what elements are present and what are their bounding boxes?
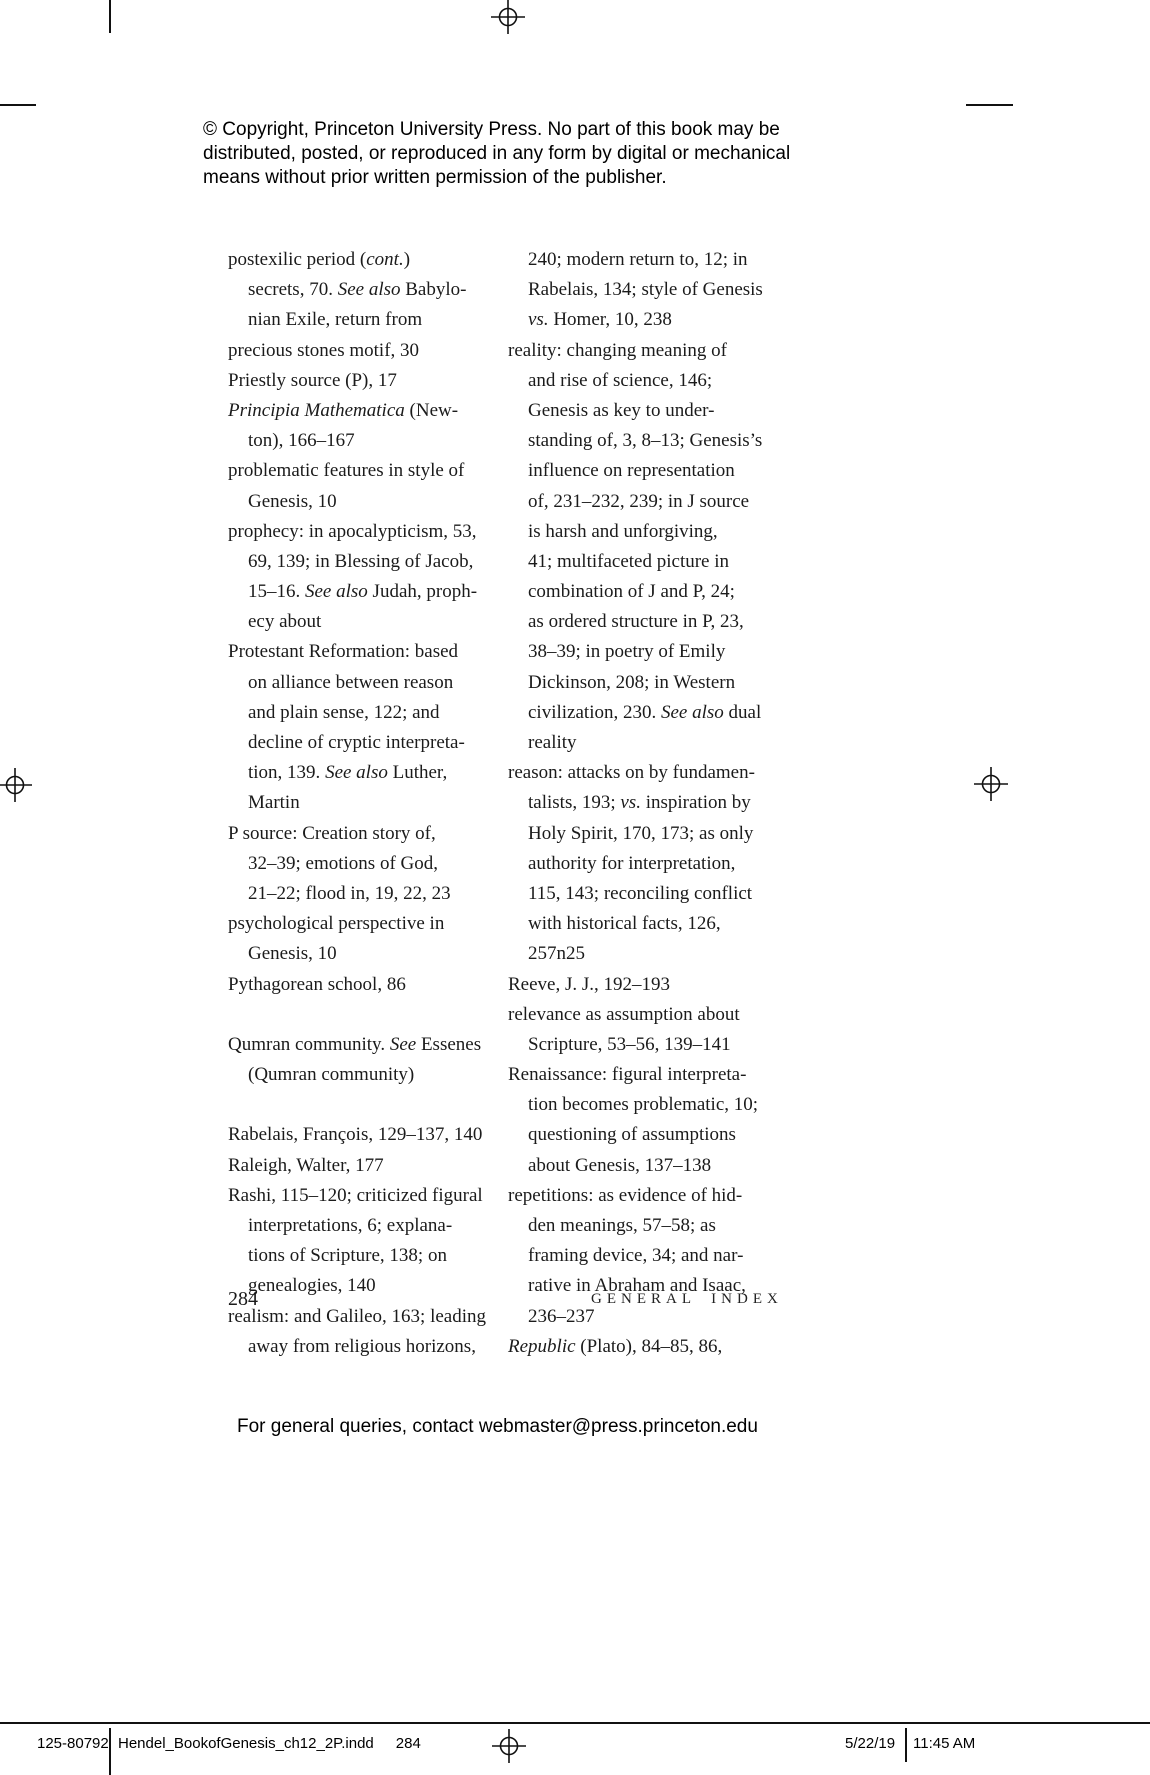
crop-mark-bottom-left <box>109 1728 111 1775</box>
index-line: talists, 193; vs. inspiration by <box>528 792 751 814</box>
crop-mark-right <box>966 104 1013 106</box>
index-line: vs. Homer, 10, 238 <box>528 309 672 331</box>
index-line: Genesis as key to under- <box>528 399 715 421</box>
index-line: Qumran community. See Essenes <box>228 1033 482 1055</box>
index-line: combination of J and P, 24; <box>528 581 735 603</box>
copyright-line: means without prior written permission of the publisher. <box>203 167 667 188</box>
index-line: Rashi, 115–120; criticized figural <box>228 1184 483 1206</box>
index-line: den meanings, 57–58; as <box>528 1215 716 1236</box>
index-line: 32–39; emotions of God, <box>248 852 438 874</box>
index-line: Scripture, 53–56, 139–141 <box>528 1033 731 1055</box>
index-line: reason: attacks on by fundamen- <box>508 762 755 784</box>
index-line: rative in Abraham and Isaac, <box>528 1275 746 1297</box>
index-line: reality <box>528 732 577 753</box>
slug-time: 11:45 AM <box>913 1735 976 1752</box>
index-line: 240; modern return to, 12; in <box>528 249 748 270</box>
index-line: postexilic period (cont.) <box>228 249 411 270</box>
index-line: Renaissance: figural interpreta- <box>508 1064 747 1086</box>
index-line: problematic features in style of <box>228 460 465 482</box>
copyright-line: distributed, posted, or reproduced in any form by digital or mechanical <box>203 143 791 164</box>
index-line: interpretations, 6; explana- <box>248 1215 453 1236</box>
index-line: is harsh and unforgiving, <box>528 520 718 542</box>
index-line: prophecy: in apocalypticism, 53, <box>228 520 477 542</box>
index-line: ecy about <box>248 611 322 633</box>
index-line: 21–22; flood in, 19, 22, 23 <box>248 882 451 904</box>
index-line: Reeve, J. J., 192–193 <box>508 973 671 995</box>
index-column-right <box>508 245 803 1362</box>
index-line: 41; multifaceted picture in <box>528 550 730 572</box>
index-line: Martin <box>248 792 300 814</box>
index-line: nian Exile, return from <box>248 309 423 331</box>
index-line: realism: and Galileo, 163; leading <box>228 1305 487 1327</box>
index-line: Pythagorean school, 86 <box>228 973 406 995</box>
copyright-notice <box>203 118 843 190</box>
index-line: questioning of assumptions <box>528 1124 736 1146</box>
index-line: as ordered structure in P, 23, <box>528 611 744 633</box>
index-line: Genesis, 10 <box>248 943 337 965</box>
index-line: Genesis, 10 <box>248 490 337 512</box>
registration-mark-bottom-icon <box>492 1729 526 1763</box>
index-line: secrets, 70. See also Babylo- <box>248 279 467 301</box>
page-number: 284 <box>228 1288 258 1310</box>
index-line: framing device, 34; and nar- <box>528 1245 744 1267</box>
index-line: 257n25 <box>528 943 585 965</box>
index-line: away from religious horizons, <box>248 1335 476 1357</box>
index-line: Dickinson, 208; in Western <box>528 671 736 693</box>
registration-mark-left-icon <box>0 768 32 802</box>
crop-mark-left <box>0 104 36 106</box>
index-line: Principia Mathematica (New- <box>228 399 459 421</box>
index-line: ton), 166–167 <box>248 430 355 452</box>
index-line: tion, 139. See also Luther, <box>248 762 448 784</box>
slug-date: 5/22/19 <box>845 1735 896 1752</box>
index-line: repetitions: as evidence of hid- <box>508 1184 743 1206</box>
index-line: genealogies, 140 <box>248 1275 376 1297</box>
index-line: Raleigh, Walter, 177 <box>228 1154 384 1176</box>
index-line: Priestly source (P), 17 <box>228 369 397 391</box>
index-line: of, 231–232, 239; in J source <box>528 490 750 512</box>
index-line: authority for interpretation, <box>528 852 736 874</box>
index-line: 236–237 <box>528 1305 595 1327</box>
slug-file-name-text: Hendel_BookofGenesis_ch12_2P.indd <box>118 1735 374 1752</box>
index-line: civilization, 230. See also dual <box>528 701 762 723</box>
index-line: and rise of science, 146; <box>528 369 713 391</box>
index-gap <box>228 1090 523 1120</box>
index-line: relevance as assumption about <box>508 1003 740 1025</box>
index-line: decline of cryptic interpreta- <box>248 732 465 753</box>
slug-file-page: 284 <box>395 1735 421 1752</box>
index-line: and plain sense, 122; and <box>248 701 440 723</box>
crop-mark-bottom-right <box>905 1728 907 1762</box>
index-line: psychological perspective in <box>228 913 445 935</box>
index-line: tion becomes problematic, 10; <box>528 1094 759 1116</box>
index-line: standing of, 3, 8–13; Genesis’s <box>528 430 763 452</box>
section-label: GENERAL INDEX <box>591 1291 783 1307</box>
index-line: Republic (Plato), 84–85, 86, <box>508 1335 723 1357</box>
slug-file-name <box>118 1735 421 1752</box>
index-line: reality: changing meaning of <box>508 339 727 361</box>
crop-mark-top-left <box>109 0 111 33</box>
slug-file-id: 125-80792 <box>37 1735 109 1752</box>
registration-mark-top-icon <box>491 0 525 34</box>
index-line: 38–39; in poetry of Emily <box>528 641 726 663</box>
queries-note: For general queries, contact webmaster@press.princeton.edu <box>237 1416 758 1437</box>
index-line: Rabelais, 134; style of Genesis <box>528 279 763 301</box>
index-line: influence on representation <box>528 460 735 482</box>
index-line: tions of Scripture, 138; on <box>248 1245 447 1267</box>
registration-mark-right-icon <box>974 767 1008 801</box>
index-line: precious stones motif, 30 <box>228 339 420 361</box>
index-line: (Qumran community) <box>248 1064 415 1086</box>
index-column-left <box>228 245 523 1362</box>
index-line: Rabelais, François, 129–137, 140 <box>228 1124 483 1146</box>
index-line: 115, 143; reconciling conflict <box>528 882 753 904</box>
index-line: with historical facts, 126, <box>528 913 721 935</box>
footer-rule <box>0 1722 1150 1724</box>
index-gap <box>228 1000 523 1030</box>
index-line: Holy Spirit, 170, 173; as only <box>528 822 754 844</box>
copyright-line: © Copyright, Princeton University Press. No part of this book may be <box>203 119 780 140</box>
index-line: on alliance between reason <box>248 671 454 693</box>
index-line: about Genesis, 137–138 <box>528 1154 712 1176</box>
index-line: 15–16. See also Judah, proph- <box>248 581 478 603</box>
index-line: 69, 139; in Blessing of Jacob, <box>248 550 474 572</box>
index-line: Protestant Reformation: based <box>228 641 459 663</box>
index-line: P source: Creation story of, <box>228 822 436 844</box>
